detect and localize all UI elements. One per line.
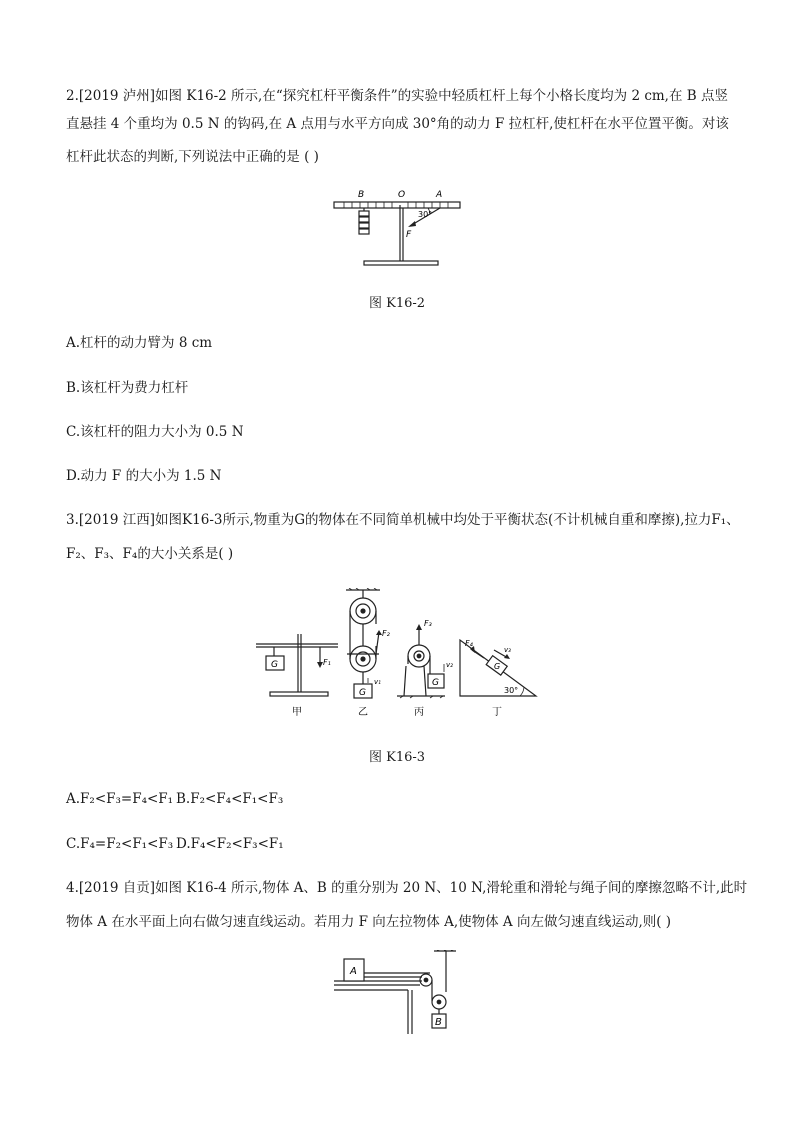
- label-ding: 丁: [492, 707, 502, 718]
- label-angle: 30°: [418, 210, 433, 219]
- jia-g-label: G: [271, 660, 278, 670]
- pulley-figure-k16-4: [330, 950, 460, 1034]
- q3-option-a[interactable]: A.F₂<F₃=F₄<F₁: [66, 791, 174, 807]
- block-a-label: A: [350, 966, 357, 977]
- q2-stem-line-2: 直悬挂 4 个重均为 0.5 N 的钩码,在 A 点用与水平方向成 30°角的动力 F 拉杠杆,使杠杆在水平位置平衡。对该: [66, 116, 729, 132]
- q3-option-c[interactable]: C.F₄=F₂<F₁<F₃: [66, 836, 174, 852]
- q3-option-b[interactable]: B.F₂<F₄<F₁<F₃: [176, 791, 284, 807]
- q4-stem-line-1: 4.[2019 自贡]如图 K16-4 所示,物体 A、B 的重分别为 20 N、10 N,滑轮重和滑轮与绳子间的摩擦忽略不计,此时: [66, 880, 748, 896]
- ding-g-label: G: [494, 662, 501, 671]
- incline-angle-label: 30°: [504, 686, 519, 695]
- v2-label: v₂: [446, 661, 453, 669]
- label-a: A: [436, 190, 443, 200]
- f3-label: F₃: [424, 619, 432, 628]
- label-f: F: [406, 230, 412, 240]
- q3-stem-line-2: F₂、F₃、F₄的大小关系是( ): [66, 546, 234, 562]
- q3-option-d[interactable]: D.F₄<F₂<F₃<F₁: [176, 836, 284, 852]
- label-b: B: [358, 190, 365, 200]
- v1-label: v₁: [374, 678, 381, 686]
- label-bing: 丙: [414, 707, 424, 718]
- q2-option-c[interactable]: C.该杠杆的阻力大小为 0.5 N: [66, 424, 244, 440]
- q2-option-b[interactable]: B.该杠杆为费力杠杆: [66, 380, 189, 396]
- figure-caption-k16-2: 图 K16-2: [368, 296, 426, 311]
- f2-label: F₂: [382, 629, 390, 638]
- q4-stem-line-2: 物体 A 在水平面上向右做匀速直线运动。若用力 F 向左拉物体 A,使物体 A 向左做匀速直线运动,则( ): [66, 914, 672, 930]
- bing-g-label: G: [432, 678, 439, 688]
- label-o: O: [398, 190, 406, 200]
- f4-label: F₄: [465, 639, 473, 648]
- label-yi: 乙: [358, 707, 368, 718]
- lever-figure-k16-2: [330, 183, 466, 271]
- q2-stem-line-3: 杠杆此状态的判断,下列说法中正确的是 ( ): [66, 149, 319, 165]
- q2-option-a[interactable]: A.杠杆的动力臂为 8 cm: [66, 335, 213, 351]
- block-b-label: B: [435, 1017, 442, 1028]
- simple-machines-figure-k16-3: [254, 588, 544, 718]
- q2-stem-line-1: 2.[2019 泸州]如图 K16-2 所示,在“探究杠杆平衡条件”的实验中轻质杠杆上每个小格长度均为 2 cm,在 B 点竖: [66, 88, 728, 104]
- figure-caption-k16-3: 图 K16-3: [368, 750, 426, 765]
- q2-option-d[interactable]: D.动力 F 的大小为 1.5 N: [66, 468, 222, 484]
- yi-g-label: G: [359, 688, 366, 698]
- v3-label: v₃: [504, 646, 511, 654]
- f1-label: F₁: [323, 658, 331, 667]
- q3-stem-line-1: 3.[2019 江西]如图K16-3所示,物重为G的物体在不同简单机械中均处于平衡状态(不计机械自重和摩擦),拉力F₁、: [66, 512, 740, 528]
- label-jia: 甲: [292, 707, 302, 718]
